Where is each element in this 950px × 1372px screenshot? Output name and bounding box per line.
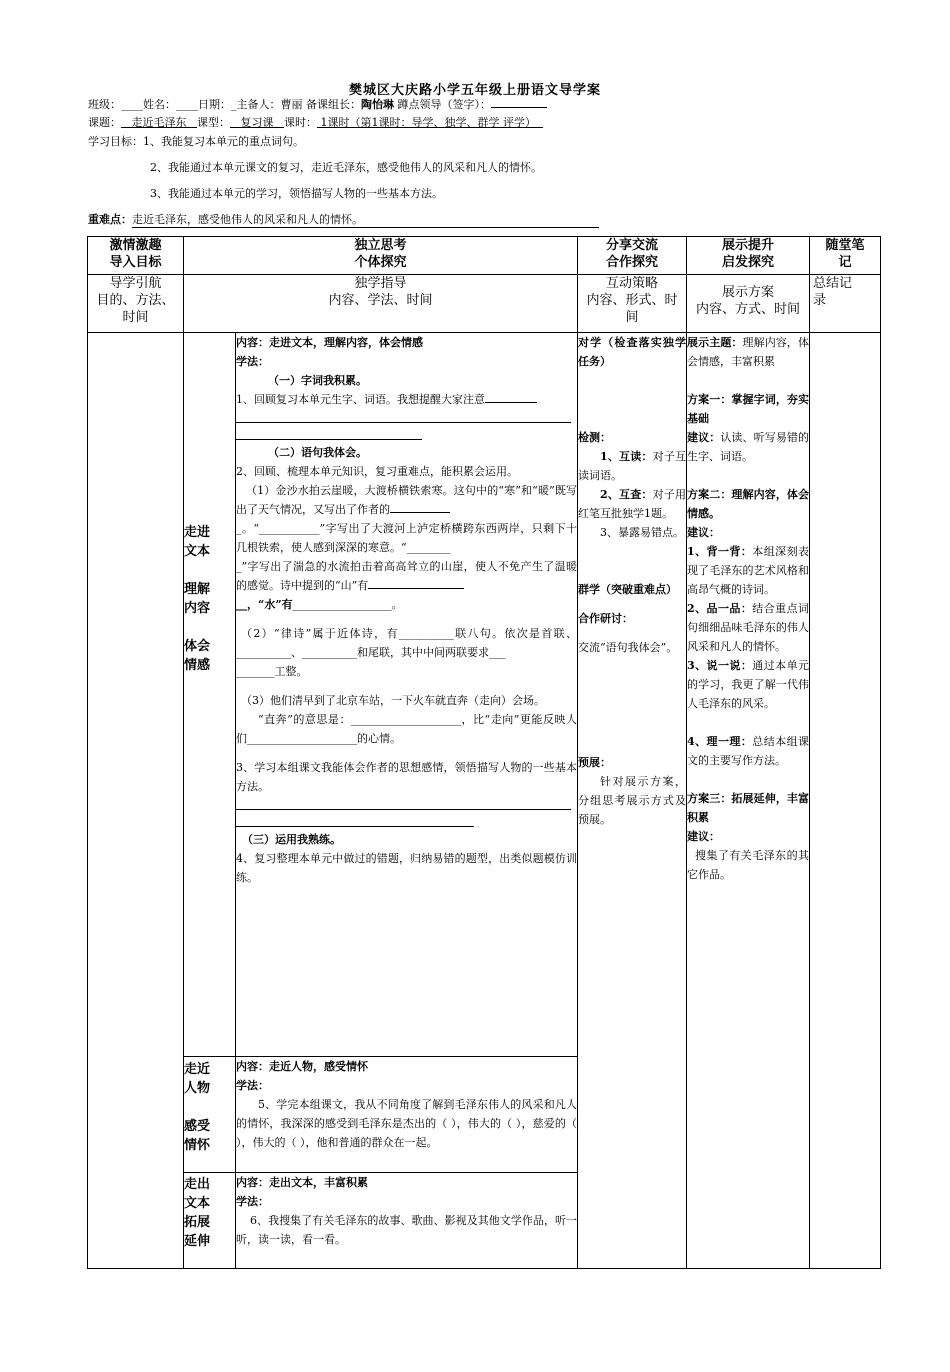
- spacer: [578, 628, 686, 638]
- topic-label: 课题：: [88, 116, 121, 129]
- goal-1: [88, 133, 304, 149]
- hours-text: 1课时（第1课时：导学、独学、群学 评学）: [320, 116, 536, 129]
- col-head-notes: [810, 237, 881, 275]
- share-pair-study: 对学（检查落实独学任务）: [578, 336, 687, 368]
- method-label: 学法：: [236, 1079, 269, 1092]
- content-title: 内容：走进文本，理解内容，体会情感: [236, 336, 423, 349]
- blank-line: [390, 512, 450, 513]
- section-label-2-text: 走近 人物 感受 情怀: [184, 1062, 211, 1153]
- sub-head-self: [184, 275, 578, 333]
- spacer: [687, 466, 809, 485]
- plan-3-text: 搜集了有关毛泽东的其它作品。: [687, 849, 810, 881]
- method-label: 学法：: [236, 1195, 269, 1208]
- para-3c-text: _”字写出了湍急的水流拍击着高高耸立的山崖，使人不免产生了温暖的感觉。诗中提到的“山”有: [236, 560, 578, 592]
- col-head-show-text: 展示提升 启发探究: [722, 238, 775, 270]
- col-head-show: [687, 237, 810, 275]
- spacer: [578, 657, 686, 753]
- key-underline: [132, 211, 599, 228]
- topic-text: 走近毛泽东: [131, 116, 187, 129]
- type-value: [230, 116, 284, 129]
- section-label-2: [184, 1057, 236, 1173]
- item-3-label: 3、说一说：: [687, 659, 753, 672]
- goal-1-text: 1、我能复习本单元的重点词句。: [143, 135, 304, 148]
- row2-content-cell: [236, 1057, 578, 1173]
- para-7: 3、学习本组课文我能体会作者的思想感情，领悟描写人物的一些基本方法。: [236, 761, 578, 793]
- share-item-2-text: 对子用红笔互批独学1题。: [578, 488, 687, 520]
- col-head-think: [184, 237, 578, 275]
- item-2-text: 结合重点词句细细品味毛泽东的伟人风采和凡人的情怀。: [687, 602, 810, 653]
- section-label-3-text: 走出 文本 拓展 延伸: [184, 1177, 211, 1249]
- spacer: [578, 542, 686, 580]
- share-preview: 预展：: [578, 756, 612, 769]
- answer-line: [236, 796, 571, 810]
- para-8: 4、复习整理本单元中做过的错题，归纳易错的题型，出类似题模仿训练。: [236, 852, 578, 884]
- col-head-notes-text: 随堂笔 记: [825, 238, 865, 270]
- key-points: [88, 211, 599, 228]
- share-item-5: 针对展示方案，分组思考展示方式及预展。: [578, 775, 687, 826]
- share-item-1-text: 对子互读词语。: [578, 450, 687, 482]
- col-head-intro: [88, 237, 184, 275]
- para-4b: _______工整。: [236, 665, 308, 678]
- para-5-text: 5、学完本组课文，我从不同角度了解到毛泽东伟人的风采和凡人的情怀，我深深的感受到毛泽东是杰出的（ ），伟大的（ ），慈爱的（ ），伟大的（ ），他和普通的群众在一起。: [236, 1098, 578, 1149]
- header-class-info: 班级：____姓名：____日期：_主备人：曹丽 备课组长：: [88, 98, 361, 111]
- goal-2: 2、我能通过本单元课文的复习，走近毛泽东，感受他伟人的风采和凡人的情怀。: [150, 161, 542, 174]
- spacer: [236, 681, 577, 691]
- para-3d: [236, 595, 577, 614]
- spacer: [578, 599, 686, 609]
- para-1-text: 1、回顾复习本单元生字、词语。我想提醒大家注意: [236, 393, 485, 406]
- plan-3-suggestion: 建议：: [687, 830, 721, 843]
- para-4: （2）“律诗”属于近体诗，有__________联八句。依次是首联、__________、__________和尾联，其中中间两联要求___: [236, 627, 578, 659]
- sub-head-self-text: 独学指导 内容、学法、时间: [328, 276, 433, 308]
- plan-2: 方案二：理解内容，体会情感。: [687, 488, 810, 520]
- share-cell: [578, 333, 687, 1269]
- sub-head-interact: [578, 275, 687, 333]
- share-item-2-label: 2、互查：: [600, 488, 653, 501]
- show-cell: [687, 333, 810, 1269]
- sub-head-show: [687, 275, 810, 333]
- para-3c: [236, 557, 577, 595]
- item-1-label: 1、背一背：: [687, 545, 753, 558]
- blank-line: [368, 588, 464, 589]
- subheading-words: （一）字词我积累。: [268, 374, 367, 387]
- para-1: [236, 390, 577, 409]
- sub-head-notes: [810, 275, 881, 333]
- notes-cell: [810, 333, 881, 1269]
- plan-2-item-4: [687, 732, 809, 770]
- intro-cell: [88, 333, 184, 1269]
- table-header-row-1: [88, 237, 881, 275]
- header-line-2: [88, 114, 543, 130]
- show-theme-label: 展示主题：: [687, 336, 743, 349]
- key-text: 走近毛泽东，感受他伟人的风采和凡人的情怀。: [132, 213, 363, 226]
- goal-label: 学习目标：: [88, 135, 143, 148]
- plan-2-suggestion: 建议：: [687, 526, 721, 539]
- header-group-leader: 陶怡琳: [361, 98, 394, 111]
- plan-2-item-1: [687, 542, 809, 599]
- header-sign-label: 蹲点领导（签字）：: [394, 98, 491, 111]
- para-3-text: （1）金沙水拍云崖暖，大渡桥横铁索寒。这句中的“寒”和“暖”既写出了天气情况，又写出了作者的: [236, 484, 578, 516]
- page-title: 樊城区大庆路小学五年级上册语文导学案: [348, 83, 601, 98]
- suggestion-label: 建议：: [687, 431, 721, 444]
- col-head-think-text: 独立思考 个体探究: [354, 238, 407, 270]
- para-6-text: 6、我搜集了有关毛泽东的故事、歌曲、影视及其他文学作品，听一听，读一读，看一看。: [236, 1214, 578, 1246]
- share-item-1-label: 1、互读：: [600, 450, 653, 463]
- spacer: [236, 748, 577, 758]
- show-theme-text: 理解内容，体会情感，丰富积累: [687, 336, 810, 368]
- key-label: 重难点：: [88, 213, 132, 226]
- header-line-1: [88, 96, 547, 112]
- subheading-sentences: （二）语句我体会。: [268, 446, 367, 459]
- answer-line: [236, 813, 474, 827]
- sub-head-interact-text: 互动策略 内容、形式、时 间: [586, 276, 678, 325]
- answer-line: [236, 426, 422, 440]
- item-4-text: 总结本组课文的主要写作方法。: [687, 735, 810, 767]
- share-item-2: [578, 485, 686, 523]
- share-group-study: 群学（突破重难点）: [578, 583, 678, 596]
- topic-value: [121, 116, 197, 129]
- share-item-1: [578, 447, 686, 485]
- para-2: 2、回顾、梳理本单元知识，复习重难点，能积累会运用。: [236, 465, 518, 478]
- col-head-share-text: 分享交流 合作探究: [606, 238, 659, 270]
- content-title: 内容：走近人物，感受情怀: [236, 1060, 368, 1073]
- col-head-intro-text: 激情激趣 导入目标: [109, 238, 162, 270]
- hours-label: 课时：: [284, 116, 317, 129]
- section-label-1: [184, 333, 236, 1057]
- type-text: 复习课: [240, 116, 274, 129]
- goal-3: 3、我能通过本单元的学习，领悟描写人物的一些基本方法。: [150, 187, 443, 200]
- share-item-3: 3、暴露易错点。: [600, 526, 685, 539]
- hours-value: [317, 116, 543, 129]
- section-label-3: [184, 1173, 236, 1269]
- sub-head-show-text: 展示方案 内容、方式、时间: [696, 285, 801, 317]
- spacer: [687, 770, 809, 789]
- para-3b: _。“___________”字写出了大渡河上泸定桥横跨东西两岸，只剩下十几根铁索，使人感到深深的寒意。“________: [236, 522, 578, 554]
- section-label-1-text: 走进 文本 理解 内容 体会 情感: [184, 525, 211, 673]
- spacer: [236, 614, 577, 624]
- spacer: [687, 713, 809, 732]
- item-4-label: 4、理一理：: [687, 735, 753, 748]
- item-3-text: 通过本单元的学习，我更了解一代伟人毛泽东的风采。: [687, 659, 810, 710]
- sign-blank: [491, 107, 547, 108]
- col-head-share: [578, 237, 687, 275]
- share-item-4: 交流“语句我体会”。: [578, 641, 678, 654]
- blank-line: [485, 402, 537, 403]
- subheading-practice: （三）运用我熟练。: [242, 833, 341, 846]
- item-2-label: 2、品一品：: [687, 602, 753, 615]
- sub-head-guide-text: 导学引航 目的、方法、 时间: [96, 276, 175, 325]
- type-label: 课型：: [197, 116, 230, 129]
- para-3d-b: __________________。: [292, 598, 403, 611]
- content-title: 内容：走出文本，丰富积累: [236, 1176, 368, 1189]
- plan-2-item-3: [687, 656, 809, 713]
- plan-3: 方案三：拓展延伸，丰富积累: [687, 792, 810, 824]
- share-discuss: 合作研讨：: [578, 612, 634, 625]
- spacer: [687, 371, 809, 390]
- answer-line: [236, 409, 571, 423]
- show-theme: [687, 333, 809, 371]
- para-3d-a: __，“水”有: [236, 598, 293, 611]
- main-content-cell: [236, 333, 578, 1057]
- method-label: 学法：: [236, 355, 269, 368]
- plan-1: 方案一：掌握字词，夯实基础: [687, 393, 810, 425]
- suggestion-1-text: 认读、听写易错的生字、词语。: [687, 431, 810, 463]
- share-check: 检测：: [578, 431, 612, 444]
- sub-head-notes-text: 总结记 录: [813, 276, 853, 308]
- plan-2-item-2: [687, 599, 809, 656]
- spacer: [578, 371, 686, 428]
- plan-1-suggestion: [687, 428, 809, 466]
- para-3: [236, 481, 577, 519]
- sub-head-guide: [88, 275, 184, 333]
- item-1-text: 本组深刻表现了毛泽东的艺术风格和高昂气概的诗词。: [687, 545, 810, 596]
- table-header-row-2: [88, 275, 881, 333]
- row3-content-cell: [236, 1173, 578, 1269]
- table-row: [88, 333, 881, 1057]
- study-plan-table: [87, 236, 881, 1269]
- para-5: （3）他们清早到了北京车站，一下火车就直奔（走向）会场。: [241, 694, 545, 707]
- para-6: “直奔”的意思是：____________________，比“走向”更能反映人们____________________的心情。: [236, 713, 578, 745]
